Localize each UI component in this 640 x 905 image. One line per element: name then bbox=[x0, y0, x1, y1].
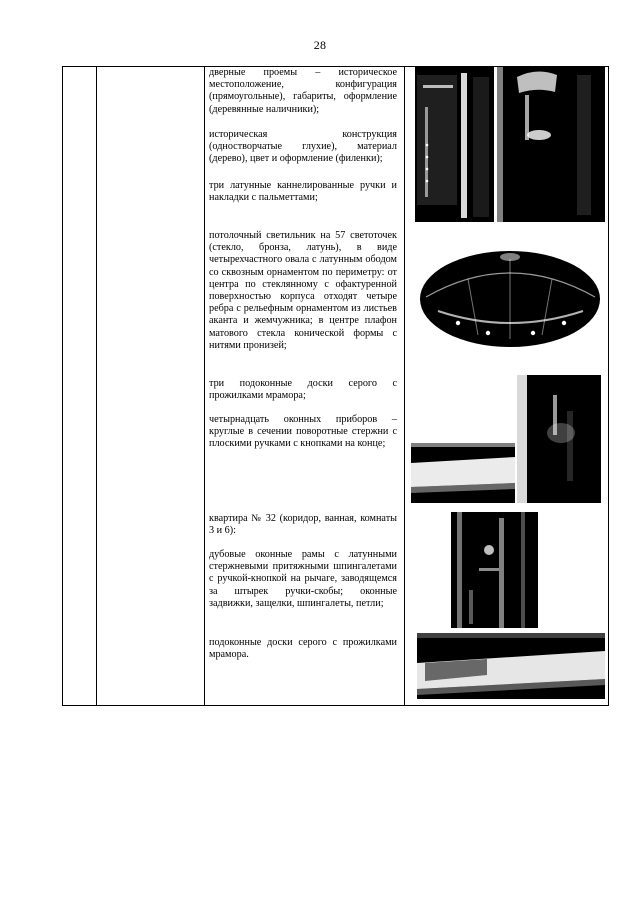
description-paragraph: три латунные каннелированные ручки и накладки с пальметтами; bbox=[209, 180, 397, 204]
description-paragraph: три подоконные доски серого с прожилками мрамора; bbox=[209, 378, 397, 402]
description-paragraph: четырнадцать оконных приборов – круглые в сечении поворотные стержни с плоскими ручками с кнопками на конце; bbox=[209, 414, 397, 450]
table-column-divider bbox=[96, 67, 97, 705]
table-column-divider bbox=[404, 67, 405, 705]
description-paragraph: потолочный светильник на 57 светоточек (стекло, бронза, латунь), в виде четырехчастного овала с латунным ободом со сквозным орнаментом по периметру: от центра по стеклянному с офактуренной поверхностью корпуса отходят четыре ребра с рельефным орнаментом из листьев аканта и жемчужника; в центре плафон матового стекла конической формы с нитями пронизей; bbox=[209, 230, 397, 351]
description-paragraph: квартира № 32 (коридор, ванная, комнаты 3 и 6): bbox=[209, 513, 397, 537]
window-hardware-photo bbox=[517, 375, 601, 503]
ceiling-lamp-photo bbox=[418, 239, 603, 351]
door-photo-left bbox=[415, 67, 494, 222]
door-photo-right bbox=[497, 67, 605, 222]
description-paragraph: дверные проемы – историческое местоположение, конфигурация (прямоугольные), габариты, оформление (деревянные наличники); bbox=[209, 67, 397, 115]
page-number: 28 bbox=[313, 38, 327, 52]
oak-window-frame-photo bbox=[451, 512, 538, 628]
marble-sill-photo-2 bbox=[417, 633, 605, 699]
heritage-table bbox=[62, 66, 609, 706]
marble-sill-photo bbox=[411, 443, 515, 503]
table-column-divider bbox=[204, 67, 205, 705]
description-paragraph: историческая конструкция (одностворчатые глухие), материал (дерево), цвет и оформление (филенки); bbox=[209, 129, 397, 165]
description-paragraph: дубовые оконные рамы с латунными стержневыми притяжными шпингалетами с ручкой-кнопкой на рычаге, заводящемся за штырек ручки-скобы; оконные задвижки, защелки, шпингалеты, петли; bbox=[209, 549, 397, 609]
description-paragraph: подоконные доски серого с прожилками мрамора. bbox=[209, 637, 397, 661]
